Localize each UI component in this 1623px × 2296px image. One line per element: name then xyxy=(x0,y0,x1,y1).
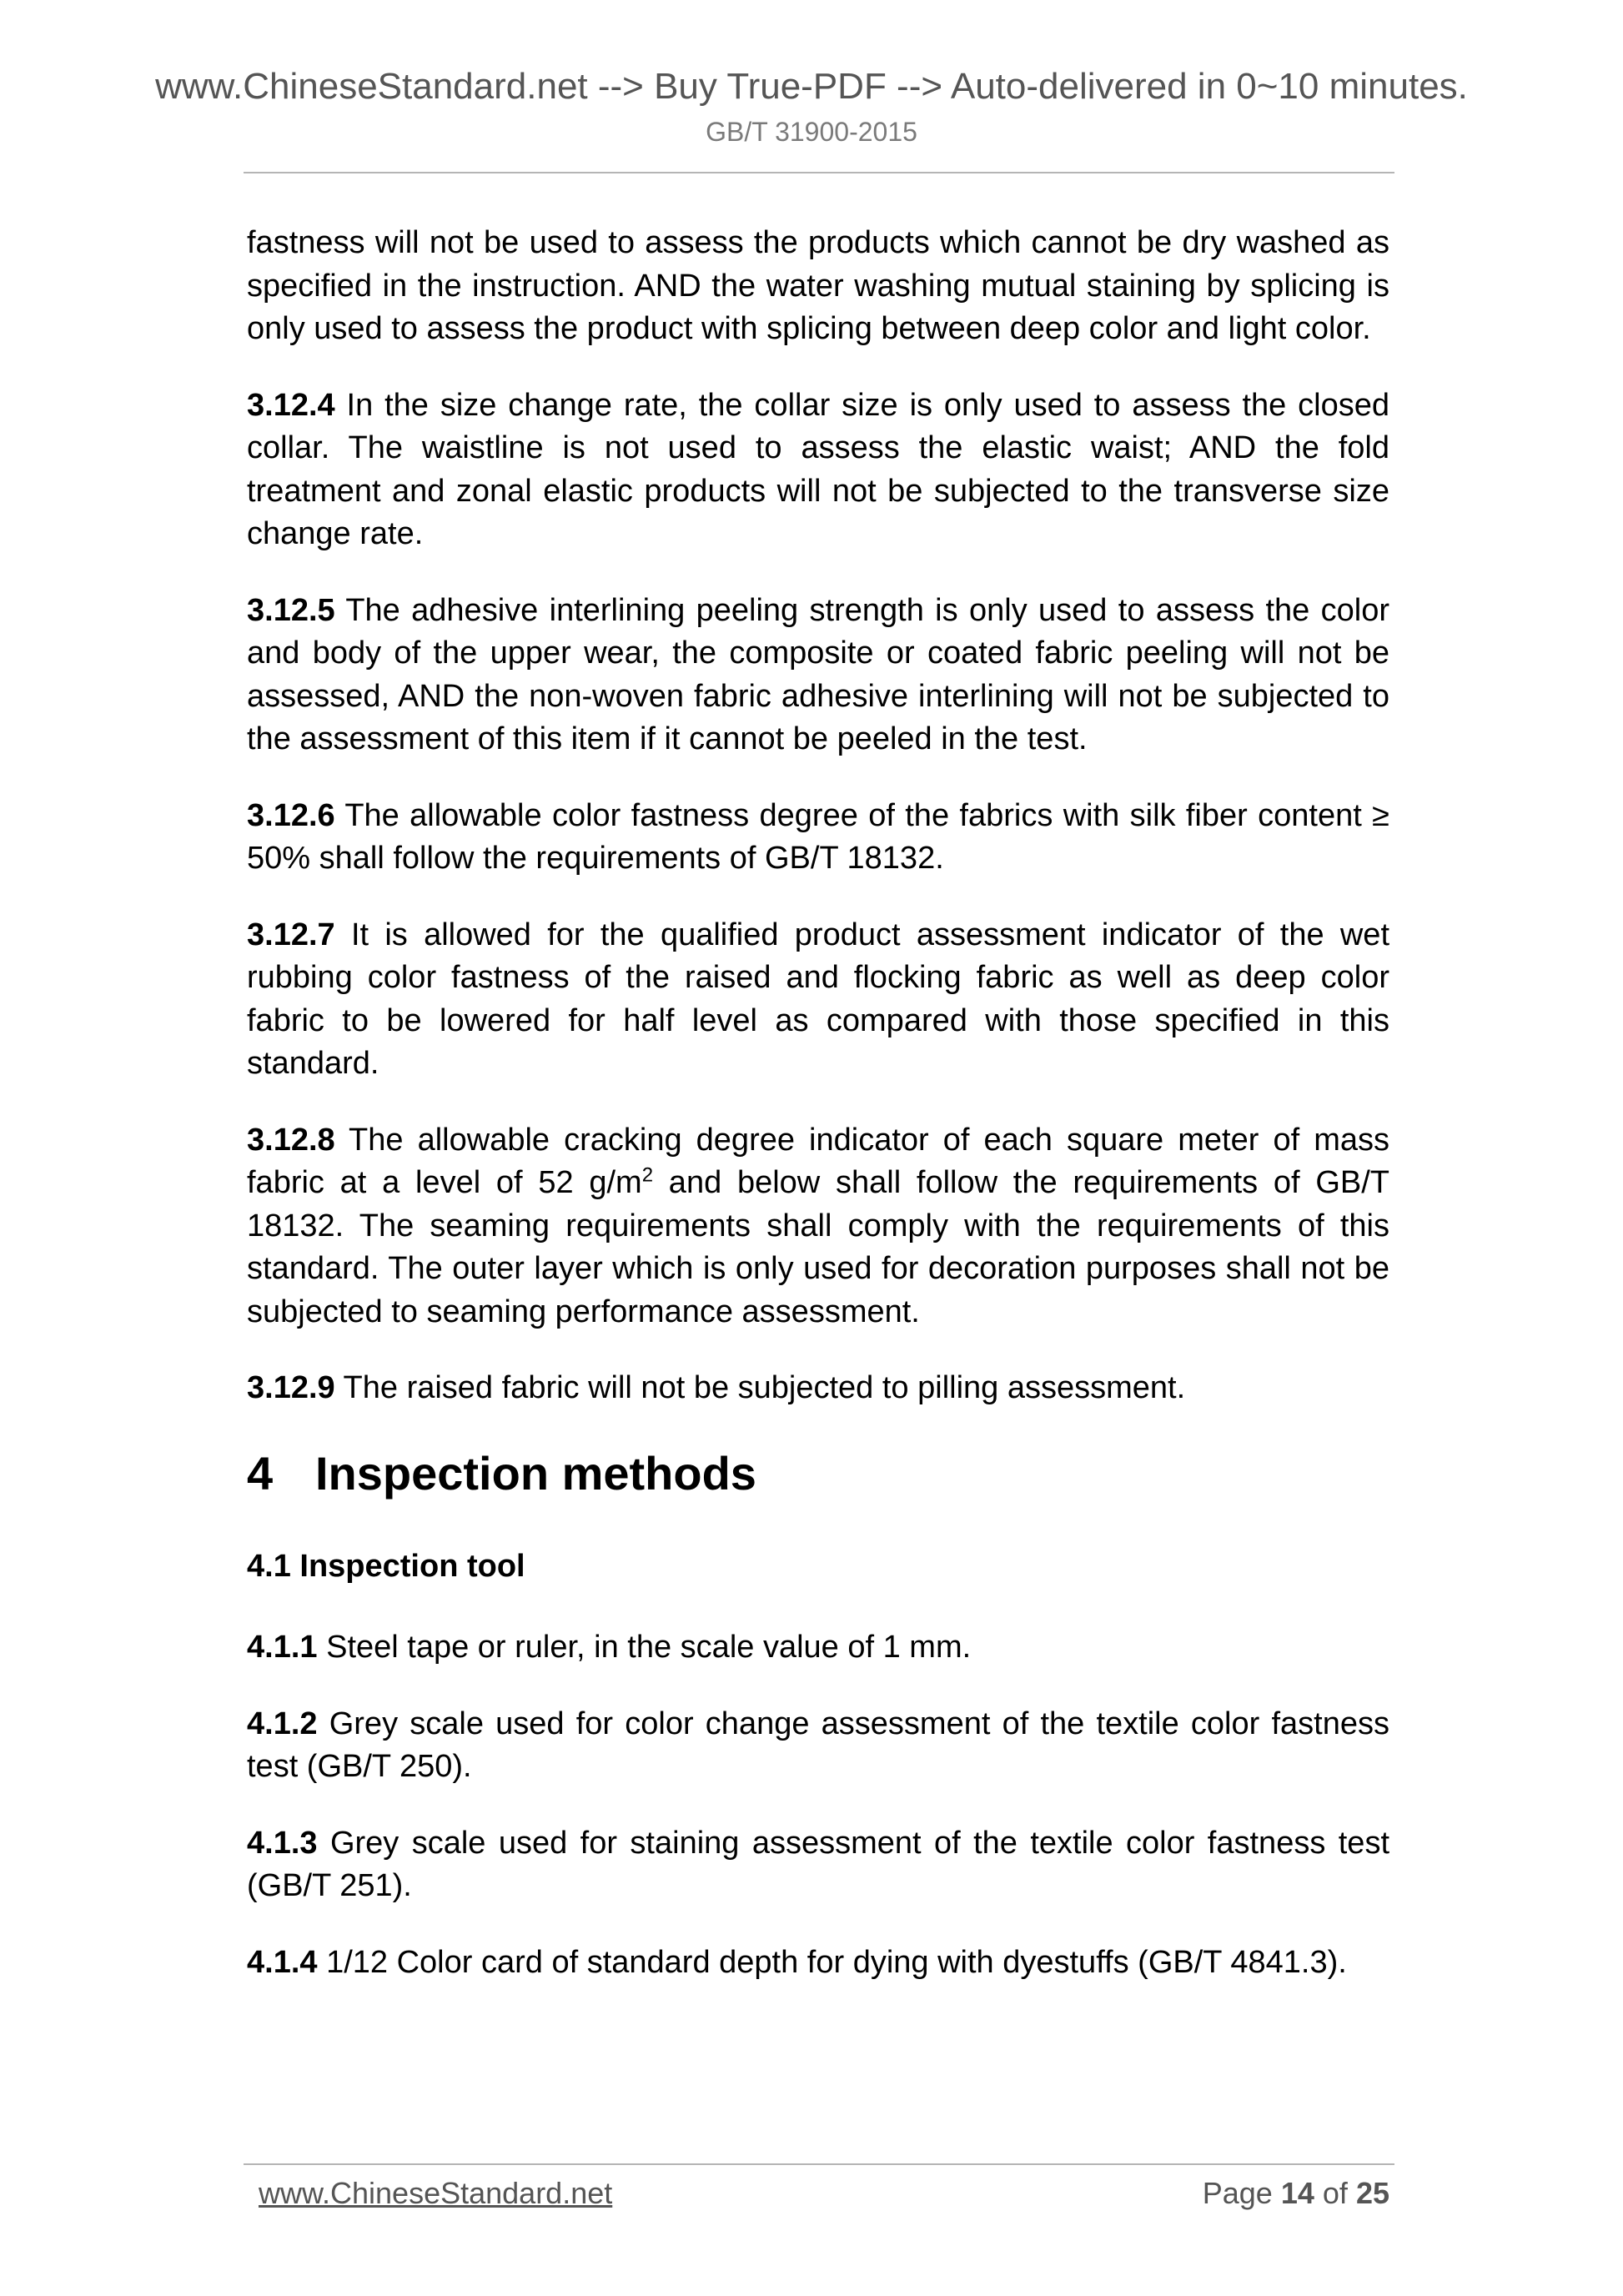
section-heading xyxy=(247,1445,1389,1502)
page-content xyxy=(247,222,1389,2017)
clause-text: The raised fabric will not be subjected to pilling assessment. xyxy=(343,1370,1186,1405)
clause-3-12-6 xyxy=(247,795,1389,881)
item-text: Grey scale used for staining assessment of the textile color fastness test (GB/T 251). xyxy=(247,1825,1389,1903)
clause-text: The allowable cracking degree indicator of each square meter of mass fabric at a level of 52 g/m xyxy=(247,1122,1390,1200)
clause-text: The adhesive interlining peeling strength is only used to assess the color and body of the upper wear, the composite or coated fabric peeling will not be assessed, AND the non-woven fabric adhesive interlining will not be subjected to the assessment of this item if it cannot be peeled in the test. xyxy=(247,592,1390,756)
item-number: 4.1.1 xyxy=(247,1630,318,1665)
header-banner[interactable]: www.ChineseStandard.net --> Buy True-PDF --> Auto-delivered in 0~10 minutes. xyxy=(155,66,1468,107)
page-word: Page xyxy=(1202,2176,1273,2210)
item-4-1-4 xyxy=(247,1942,1389,1985)
section-number: 4 xyxy=(247,1446,274,1500)
item-text: 1/12 Color card of standard depth for dying with dyestuffs (GB/T 4841.3). xyxy=(326,1944,1347,1980)
section-title: Inspection methods xyxy=(315,1446,756,1500)
item-4-1-1 xyxy=(247,1626,1389,1670)
footer-divider xyxy=(244,2163,1394,2165)
clause-text: The allowable color fastness degree of the fabrics with silk fiber content ≥ 50% shall follow the requirements of GB/T 18132. xyxy=(247,797,1390,876)
clause-text-continued: and below shall follow the requirements of GB/T 18132. The seaming requirements shall comply with the requirements of this standard. The outer layer which is only used for decoration purposes shall not be subjected to seaming performance assessment. xyxy=(247,1165,1389,1329)
item-number: 4.1.4 xyxy=(247,1944,318,1980)
clause-3-12-8 xyxy=(247,1119,1389,1334)
clause-number: 3.12.6 xyxy=(247,797,335,833)
clause-number: 3.12.4 xyxy=(247,387,335,423)
clause-3-12-9 xyxy=(247,1367,1389,1410)
page-total: 25 xyxy=(1355,2176,1389,2210)
item-number: 4.1.2 xyxy=(247,1706,318,1741)
header-divider xyxy=(244,172,1394,173)
item-number: 4.1.3 xyxy=(247,1825,318,1861)
subsection-heading: 4.1 Inspection tool xyxy=(247,1548,525,1584)
page-of: of xyxy=(1322,2176,1348,2210)
clause-number: 3.12.7 xyxy=(247,917,335,952)
header-standard-code: GB/T 31900-2015 xyxy=(706,117,917,147)
clause-number: 3.12.9 xyxy=(247,1370,335,1405)
page-number xyxy=(1203,2173,1389,2213)
item-4-1-3 xyxy=(247,1822,1389,1908)
footer-website-link[interactable]: www.ChineseStandard.net xyxy=(259,2176,613,2210)
clause-number: 3.12.8 xyxy=(247,1122,335,1158)
clause-text: It is allowed for the qualified product assessment indicator of the wet rubbing color fastness of the raised and flocking fabric as well as deep color fabric to be lowered for half level as compared with those specified in this standard. xyxy=(247,917,1389,1081)
page-header xyxy=(0,63,1623,150)
clause-3-12-7 xyxy=(247,914,1389,1086)
clause-text: In the size change rate, the collar size is only used to assess the closed collar. The waistline is not used to assess the elastic waist; AND the fold treatment and zonal elastic products will not be subjected to the transverse size change rate. xyxy=(247,387,1390,551)
clause-3-12-4 xyxy=(247,384,1389,556)
clause-number: 3.12.5 xyxy=(247,592,335,628)
page-current: 14 xyxy=(1280,2176,1314,2210)
superscript: 2 xyxy=(641,1163,654,1187)
continuation-paragraph: fastness will not be used to assess the products which cannot be dry washed as specified in the instruction. AND the water washing mutual staining by splicing is only used to assess the product with splicing between deep color and light color. xyxy=(247,225,1389,346)
item-text: Grey scale used for color change assessment of the textile color fastness test (GB/T 250). xyxy=(247,1706,1389,1784)
item-text: Steel tape or ruler, in the scale value of 1 mm. xyxy=(326,1630,972,1665)
clause-3-12-5 xyxy=(247,590,1389,761)
item-4-1-2 xyxy=(247,1703,1389,1789)
